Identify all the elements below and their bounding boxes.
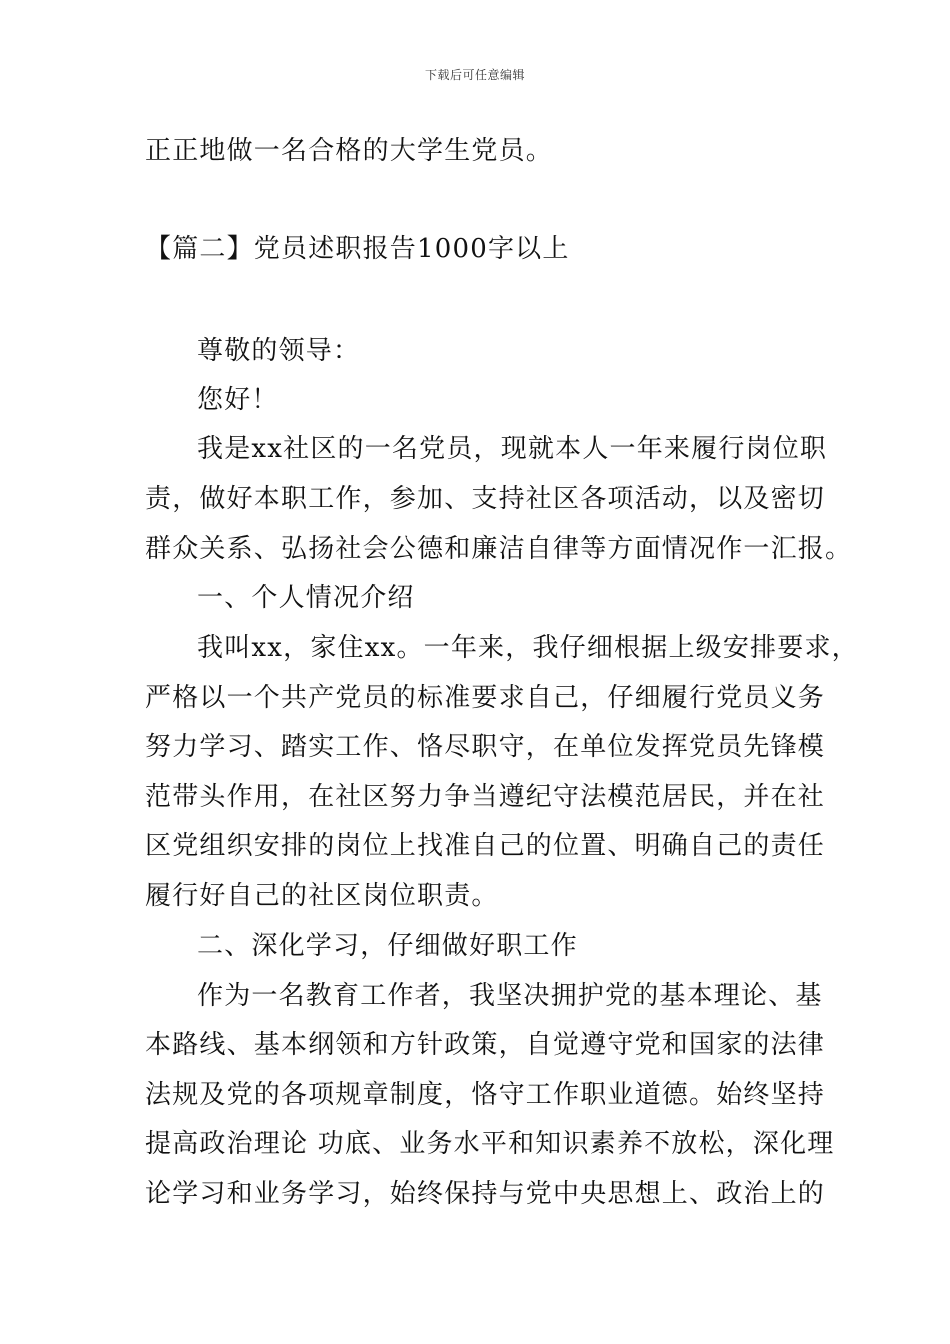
text-line: 我叫xx，家住xx。一年来，我仔细根据上级安排要求， [197, 633, 859, 663]
text-line: 范带头作用，在社区努力争当遵纪守法模范居民，并在社 [145, 782, 826, 812]
text-line: 提高政治理论 功底、业务水平和知识素养不放松，深化理 [145, 1129, 835, 1159]
text-line: 本路线、基本纲领和方针政策，自觉遵守党和国家的法律 [145, 1030, 826, 1060]
text-line: 责，做好本职工作，参加、支持社区各项活动，以及密切 [145, 484, 826, 514]
text-line: 严格以一个共产党员的标准要求自己，仔细履行党员义务 [145, 683, 826, 713]
text-line: 区党组织安排的岗位上找准自己的位置、明确自己的责任 [145, 831, 826, 861]
salutation: 尊敬的领导： [197, 336, 361, 366]
text-line: 努力学习、踏实工作、恪尽职守，在单位发挥党员先锋模 [145, 732, 826, 762]
greeting: 您好！ [197, 385, 279, 415]
text-line: 论学习和业务学习，始终保持与党中央思想上、政治上的 [145, 1179, 826, 1209]
text-line: 正正地做一名合格的大学生党员。 [145, 136, 554, 166]
text-line: 群众关系、弘扬社会公德和廉洁自律等方面情况作一汇报。 [145, 534, 853, 564]
text-line: 我是xx社区的一名党员，现就本人一年来履行岗位职 [197, 434, 828, 464]
subheading: 二、深化学习，仔细做好职工作 [197, 931, 578, 961]
text-line: 履行好自己的社区岗位职责。 [145, 881, 499, 911]
text-line: 作为一名教育工作者，我坚决拥护党的基本理论、基 [197, 981, 823, 1011]
text-line: 法规及党的各项规章制度，恪守工作职业道德。始终坚持 [145, 1080, 826, 1110]
header-note: 下载后可任意编辑 [424, 68, 525, 82]
section-heading: 【篇二】党员述职报告1000字以上 [145, 234, 570, 264]
subheading: 一、个人情况介绍 [197, 583, 415, 613]
